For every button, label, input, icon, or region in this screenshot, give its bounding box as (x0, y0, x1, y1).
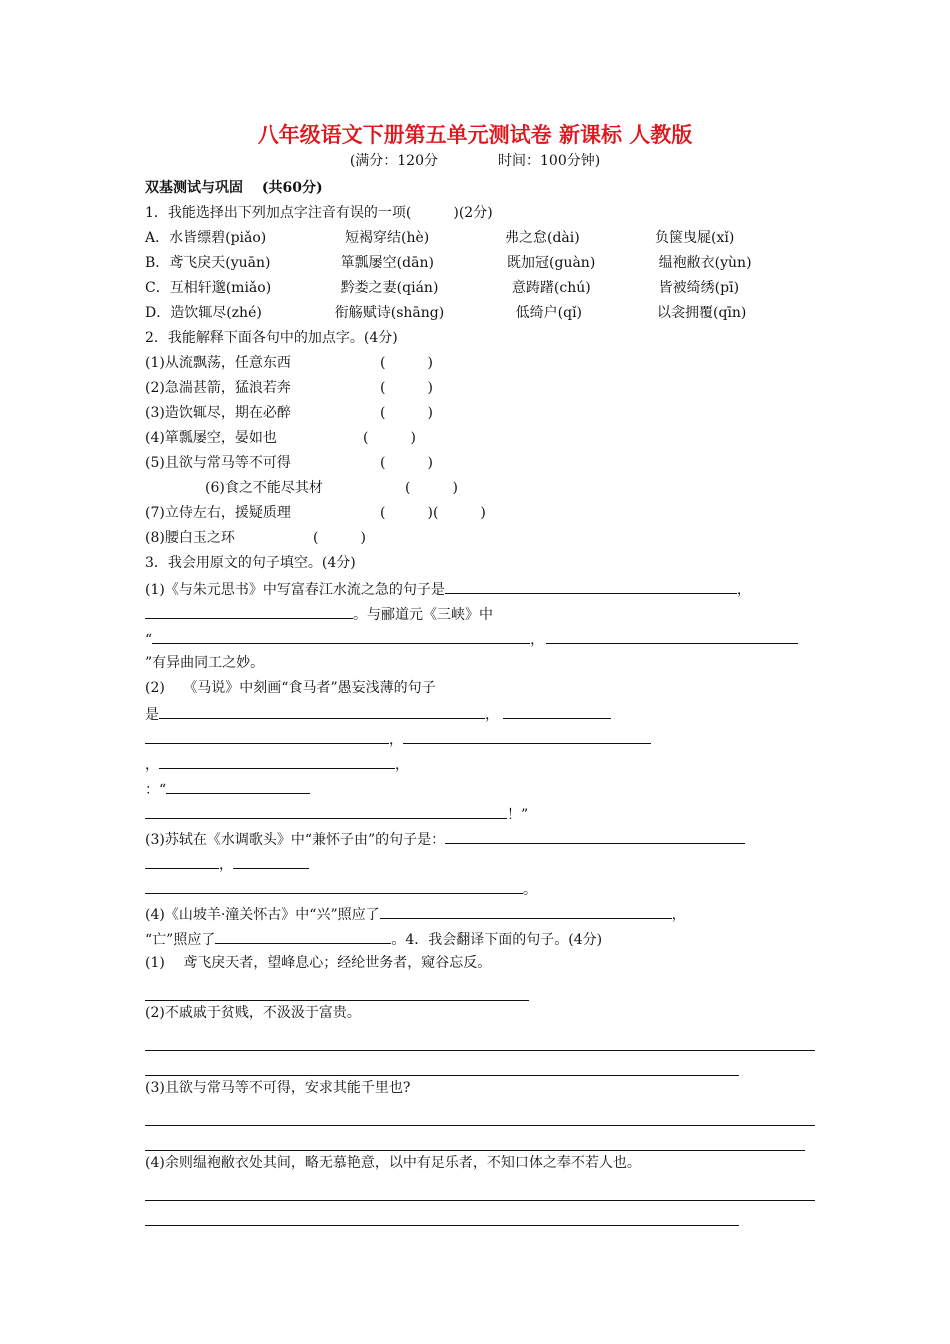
exam-body (145, 176, 825, 1226)
q1-stem: 1．我能选择出下列加点字注音有误的一项( )(2分) (145, 205, 493, 221)
answer-line[interactable] (145, 1176, 815, 1201)
q2-item: (2)急湍甚箭，猛浪若奔 ( ) (145, 380, 433, 396)
answer-blank[interactable] (445, 576, 737, 594)
option-cell: 箪瓢屡空(dān) (340, 255, 434, 271)
q3-stem: 3．我会用原文的句子填空。(4分) (145, 555, 356, 571)
answer-blank[interactable] (159, 751, 395, 769)
q3-part1-cont: 。与郦道元《三峡》中 (145, 601, 825, 626)
option-cell: B．鸢飞戾天(yuān) (145, 255, 271, 271)
q3-part1-end: ”有异曲同工之妙。 (145, 655, 265, 671)
answer-blank[interactable] (233, 851, 309, 869)
q2-item: (3)造饮辄尽，期在必醉 ( ) (145, 405, 433, 421)
q3-part3-cont: ， (145, 851, 825, 876)
option-cell: 弗之怠(dài) (505, 230, 580, 246)
q2-item: (7)立侍左右，援疑质理 ( )( ) (145, 505, 486, 521)
q3-part3: (3)苏轼在《水调歌头》中“兼怀子由”的句子是： (145, 826, 825, 851)
option-cell: 皆被绮绣(pī) (658, 280, 740, 296)
answer-line[interactable] (145, 1051, 739, 1076)
q3-part1: (1)《与朱元思书》中写富春江水流之急的句子是 ， (145, 576, 825, 601)
exam-meta (0, 150, 950, 172)
q3-part4-cont: “亡”照应了 。4．我会翻译下面的句子。(4分) (145, 926, 825, 951)
q4-sentence-1: (1) 鸢飞戾天者，望峰息心；经纶世务者，窥谷忘反。 (145, 955, 492, 971)
q2-item: (4)箪瓢屡空，晏如也 ( ) (145, 430, 416, 446)
answer-line[interactable] (145, 976, 529, 1001)
answer-blank[interactable] (145, 851, 219, 869)
option-cell: 短褐穿结(hè) (345, 230, 430, 246)
q4-sentence-3: (3)且欲与常马等不可得，安求其能千里也? (145, 1080, 411, 1096)
answer-blank[interactable] (166, 776, 310, 794)
answer-blank[interactable] (403, 726, 651, 744)
time-limit: 时间：100分钟) (498, 153, 601, 169)
answer-blank[interactable] (145, 876, 523, 894)
answer-blank[interactable] (445, 826, 745, 844)
answer-line[interactable] (145, 1201, 739, 1226)
q3-part3-cont: 。 (145, 876, 825, 901)
answer-blank[interactable] (145, 801, 507, 819)
q1-option-a (145, 226, 825, 251)
answer-blank[interactable] (159, 701, 485, 719)
answer-blank[interactable] (215, 926, 391, 944)
q3-part2-cont: 是 ， (145, 701, 825, 726)
answer-line[interactable] (145, 1026, 815, 1051)
option-cell: 负箧曳屣(xǐ) (655, 230, 735, 246)
answer-blank[interactable] (152, 626, 530, 644)
section-heading: 双基测试与巩固 (共60分) (145, 180, 323, 196)
q1-option-b (145, 251, 825, 276)
answer-line[interactable] (145, 1101, 815, 1126)
q3-part2-cont: ！” (145, 801, 825, 826)
q2-item: (8)腰白玉之环 ( ) (145, 530, 366, 546)
q3-part2-cont: ， ， (145, 751, 825, 776)
option-cell: 黔娄之妻(qián) (340, 280, 439, 296)
q3-part4: (4)《山坡羊·潼关怀古》中“兴”照应了 ， (145, 901, 825, 926)
option-cell: D．造饮辄尽(zhé) (145, 305, 262, 321)
q1-option-c (145, 276, 825, 301)
q3-part1-cont: “ ， (145, 626, 825, 651)
q3-part2-cont: ：“ (145, 776, 825, 801)
option-cell: 以衾拥覆(qīn) (656, 305, 747, 321)
answer-blank[interactable] (145, 726, 389, 744)
q2-item: (6)食之不能尽其材 ( ) (205, 480, 458, 496)
answer-blank[interactable] (145, 601, 353, 619)
q2-item: (5)且欲与常马等不可得 ( ) (145, 455, 433, 471)
option-cell: 缊袍敝衣(yùn) (658, 255, 752, 271)
answer-line[interactable] (145, 1126, 805, 1151)
q3-part2: (2) 《马说》中刻画“食马者”愚妄浅薄的句子 (145, 680, 436, 696)
q3-part2-cont: ， (145, 726, 825, 751)
page-title: 八年级语文下册第五单元测试卷 新课标 人教版 (257, 122, 693, 147)
answer-blank[interactable] (503, 701, 611, 719)
q1-option-d (145, 301, 825, 326)
q2-item: (1)从流飘荡，任意东西 ( ) (145, 355, 433, 371)
option-cell: C．互相轩邈(miǎo) (145, 280, 272, 296)
option-cell: 意踌躇(chú) (511, 280, 591, 296)
option-cell: 衔觞赋诗(shāng) (334, 305, 445, 321)
answer-blank[interactable] (380, 901, 672, 919)
full-score: (满分：120分 (349, 153, 438, 169)
option-cell: A．水皆缥碧(piǎo) (145, 230, 267, 246)
option-cell: 低绮户(qǐ) (515, 305, 583, 321)
answer-blank[interactable] (546, 626, 798, 644)
q4-sentence-4: (4)余则缊袍敝衣处其间，略无慕艳意，以中有足乐者，不知口体之奉不若人也。 (145, 1155, 641, 1171)
q4-sentence-2: (2)不戚戚于贫贱，不汲汲于富贵。 (145, 1005, 361, 1021)
q2-stem: 2．我能解释下面各句中的加点字。(4分) (145, 330, 398, 346)
option-cell: 既加冠(guàn) (507, 255, 596, 271)
